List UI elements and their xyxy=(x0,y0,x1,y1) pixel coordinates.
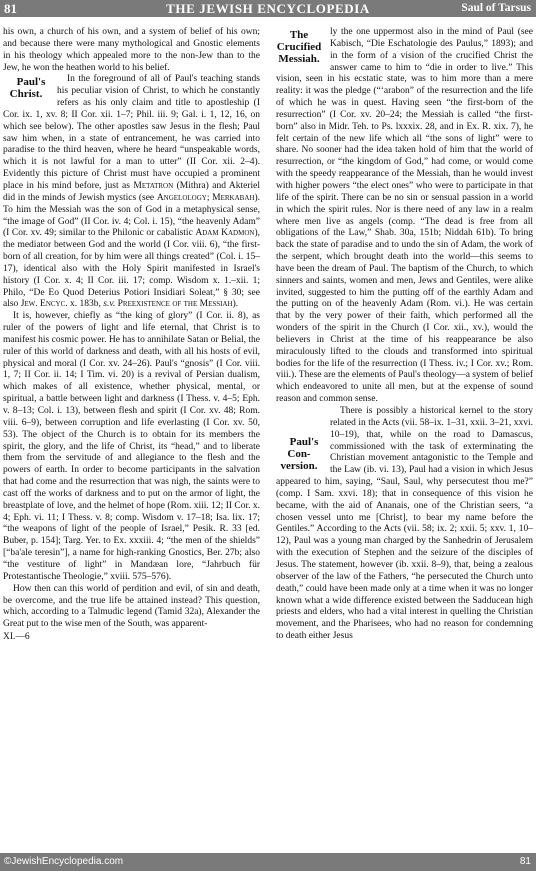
cross-reference-link[interactable]: Angelology xyxy=(156,192,207,203)
sidenote-pauls-conversion: Paul's Con- version. xyxy=(280,436,319,472)
left-column xyxy=(3,27,260,839)
paragraph: Paul's Christ. In the foreground of all of Paul's teaching stands his peculiar vision of Christ, to which he constantly refers as his only claim and title to apostleship (I Cor. ix. 1, xv. 8; II Cor. xii. 1–7; Phil. iii. 9; Gal. i. 1, 12, 16, on which see below). The other apostles saw Jesus in the flesh; Paul saw him when, in a state of entrancement, he was carried into paradise to the third heaven, where he heard “unspeakable words, which it is not lawful for a man to utter” (II Cor. xii. 2–4). Evidently this picture of Christ must have occupied a prominent place in his mind before, just as Metatron (Mithra) and Akteriel did in the minds of Jewish mystics (see Angelology; Merkabah). To him the Messiah was the son of God in a metaphysical sense, “the image of God” (II Cor. iv. 4; Col. i. 15), “the heavenly Adam” (I Cor. xv. 49; similar to the Philonic or cabalistic Adam Kadmon), the mediator between God and the world (I Cor. viii. 6), “the first-born of all creation, for by him were all things created” (Col. i. 15–17), identical also with the Holy Spirit manifested in Israel's history (I Cor. x. 4; II Cor. iii. 17; comp. Wisdom x. 1.–xii. 1; Philo, “De Eo Quod Deterius Potiori Insidiari Soleat,” § 30; see also Jew. Encyc. x. 183b, s.v. Preexistence of the Messiah). xyxy=(3,74,260,310)
right-column xyxy=(276,27,533,839)
cross-reference-link[interactable]: Preexistence of the Messiah xyxy=(117,299,233,310)
site-credit-link[interactable]: ©JewishEncyclopedia.com xyxy=(4,856,124,867)
paragraph: The Crucified Messiah. ly the one uppermost also in the mind of Paul (see Kabisch, “Die Eschatologie des Paulus,” 1893); and in the form of a vision of the crucified Christ the answer came to him to “die in order to live.” This vision, seen in his ecstatic state, was to him more than a mere reality: it was the pledge (“‘arabon” of the resurrection and the life of which he was in quest. Having seen “the first-born of the resurrection” (I Cor. xv. 20–24; the Messiah is called “the first-born” also in Midr. Teh. to Ps. lxxxix. 28, and in Ex. R. xix. 7), he felt certain of the new life which all “the sons of light” were to share. No sooner had the idea taken hold of him that the world of resurrection, or “the kingdom of God,” had come, or would come with the speedy reappearance of the Messiah, than he would invest with higher powers “the elect ones” who were to participate in that life of the spirit. There can be no sin or sensual passion in a world in which the spirit rules. Nor is there need of any law in a realm where men live as angels (comp. “The dead is free from all obligations of the Law,” Shab. 30a, 151b; Niddah 61b). To bring back the state of paradise and to undo the sin of Adam, the work of the serpent, which brought death into the world—this seems to have been the dream of Paul. The baptism of the Church, to which sinners and saints, women and men, Jews and Gentiles, were alike invited, suggested to him the putting off of the earthly Adam and the putting on of the heavenly Adam (Rom. vi.). He was certain that by the very power of their faith, which performed all the wonders of the spirit in the Church (I Cor. xii., xv.), would the believers in Christ at the time of his reappearance be also miraculously lifted to the clouds and transformed into spiritual bodies for the life of the resurrection (I Thess. iv.; I Cor. xv.; Rom. viii.). These are the elements of Paul's theology—a system of belief which endeavored to unite all men, but at the expense of sound reason and common sense. xyxy=(276,27,533,405)
header-title: THE JEWISH ENCYCLOPEDIA xyxy=(166,1,370,16)
header-page-number: 81 xyxy=(4,1,17,16)
cross-reference-link[interactable]: s.v. xyxy=(103,299,116,310)
signature-mark: XI.—6 xyxy=(3,632,30,643)
paragraph: Paul's Con- version. There is possibly a historical kernel to the story related in the Acts (vii. 58–ix. 1–31, xxii. 3–21, xxvi. 10–19), that, while on the road to Damascus, commissioned with the task of exterminating the Christian movement antagonistic to the Temple and the Law (ib. vi. 13), Paul had a vision in which Jesus appeared to him, saying, “Saul, Saul, why persecutest thou me?” (comp. I Sam. xxvi. 18); that in consequence of this vision he became, with the aid of Ananais, one of the Christian seers, “a chosen vessel unto me [Christ], to bear my name before the Gentiles.” According to the Acts (vii. 58; ix. 2; xxii. 5; xxv. 1, 10–12), Paul was a young man charged by the Sanhedrin of Jerusalem with the execution of Stephen and the seizure of the disciples of Jesus. The statement, however (ib. xxii. 8–9), that, being a zealous observer of the law of the Fathers, “he persecuted the Church unto death,” could have been made only at a time when it was no longer known what a wide difference existed between the Sadducean high priests and elders, who had a vital interest in quelling the Christian movement, and the Pharisees, who had no reason for condemning to death either Jesus xyxy=(276,406,533,642)
sidenote-pauls-christ: Paul's Christ. xyxy=(9,76,46,101)
cross-reference-link[interactable]: Jew. Encyc. xyxy=(20,299,68,310)
sidenote-crucified-messiah: The Crucified Messiah. xyxy=(276,29,322,65)
page-footer xyxy=(0,853,536,871)
paragraph: How then can this world of perdition and evil, of sin and death, be overcome, and the true life be attained instead? This question, which, according to a Talmudic legend (Tamid 32a), Alexander the Great put to the wise men of the South, was apparent- xyxy=(3,583,260,630)
cross-reference-link[interactable]: Metatron xyxy=(133,180,174,191)
footer-page-number: 81 xyxy=(519,856,531,867)
header-article-name: Saul of Tarsus xyxy=(461,2,531,14)
paragraph: It is, however, chiefly as “the king of glory” (I Cor. ii. 8), as ruler of the powers of light and life eternal, that Christ is to manifest his cosmic power. He has to annihilate Satan or Belial, the ruler of this world of darkness and death, with all his hosts of evil, physical and moral (I Cor. xv. 24–26). Paul's “gnosis” (I Cor. viii. 1, 7; II Cor. ii. 14; I Tim. vi. 20) is a revival of Persian dualism, which makes of all existence, whether physical, mental, or spiritual, a battle between light and darkness (I Thess. v. 4–5; Eph. v. 8–13; Col. i. 13), between flesh and spirit (I Cor. xv. 48; Rom. viii. 6–9), between corruption and life everlasting (I Cor. xv. 50, 53). The object of the Church is to obtain for its members the spirit, the glory, and the life of Christ, its “head,” and to liberate them from the servitude of and allegiance to the flesh and the powers of earth. In order to become participants in the salvation that had come and the resurrection that was nigh, the saints were to cast off the works of darkness and to put on the armor of light, the breastplate of love, and the helmet of hope (Rom. xiii. 12; II Cor. x. 4; Eph. vi. 11; I Thess. v. 8; comp. Wisdom v. 17–18; Isa. lix. 17; “the weapons of light of the people of Israel,” Pesik. R. 33 [ed. Buber, p. 154]; Targ. Yer. to Ex. xxxiii. 4; “the men of the shields” [“ba'ale teresin”], a name for high-ranking Gnostics, Ber. 27b; also “the vestiture of light” in Mandæan lore, “Jahrbuch für Protestantische Theologie,” xviii. 575–576). xyxy=(3,311,260,582)
cross-reference-link[interactable]: Merkabah xyxy=(212,192,255,203)
paragraph: his own, a church of his own, and a system of belief of his own; and because there were many mythological and Gnostic elements in his theology which appealed more to the non-Jew than to the Jew, he won the heathen world to his belief. xyxy=(3,27,260,73)
page-header xyxy=(0,0,536,17)
cross-reference-link[interactable]: Adam Kadmon xyxy=(195,228,255,239)
